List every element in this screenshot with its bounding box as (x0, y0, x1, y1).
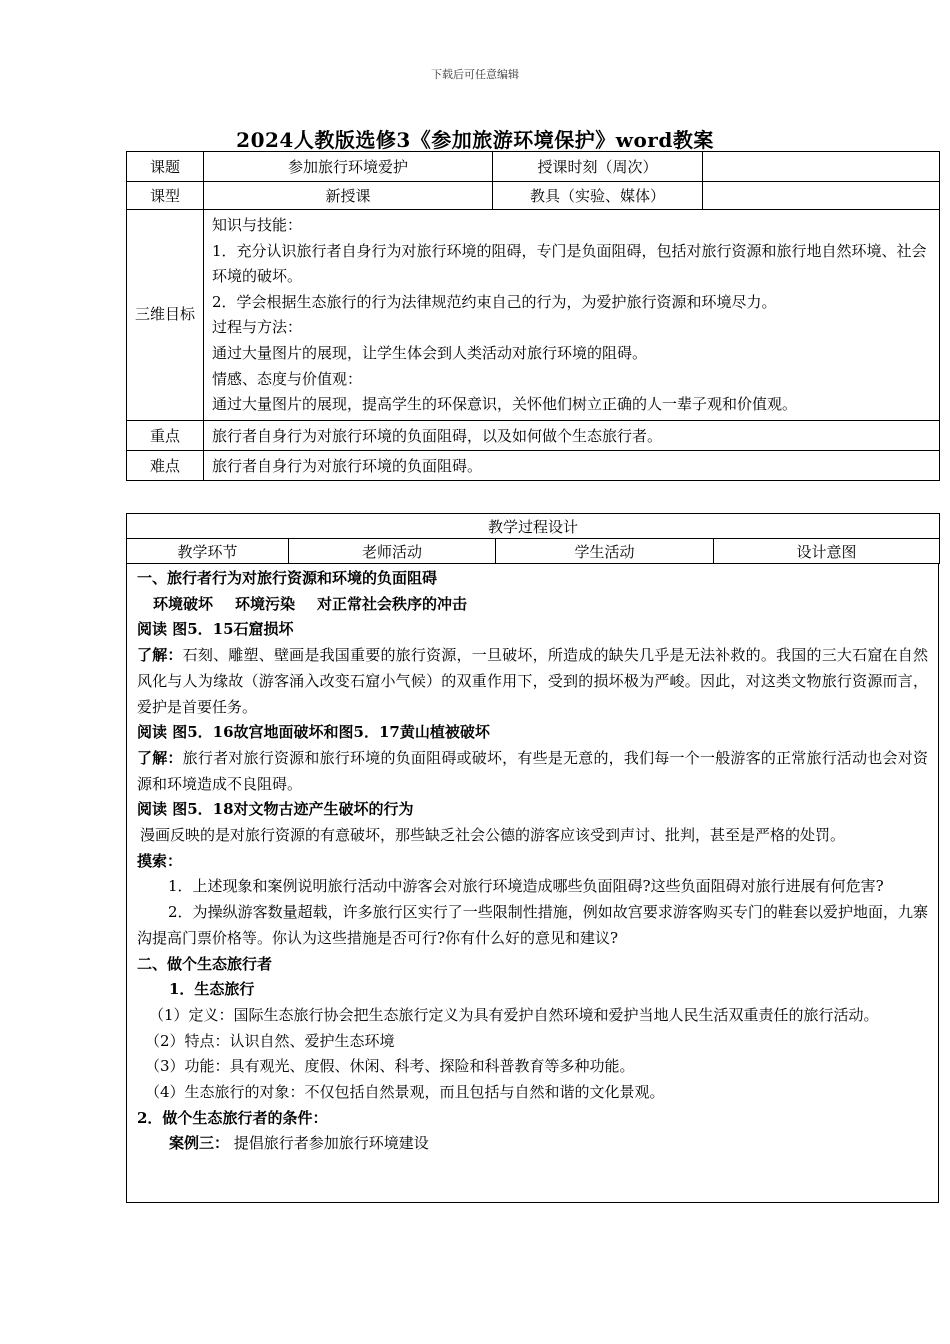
paragraph (137, 643, 928, 720)
type-label: 课型 (127, 182, 204, 210)
reading-heading: 阅读 图5．16故宫地面破坏和图5．17黄山植被破坏 (137, 723, 490, 742)
goals-line: 1．充分认识旅行者自身行为对旅行环境的阻碍，专门是负面阻碍，包括对旅行资源和旅行地自然环境、社会环境的破坏。 (212, 241, 927, 286)
subtopic: 环境污染 (235, 594, 296, 613)
learn-label: 了解： (137, 748, 183, 767)
goals-line: 2．学会根据生态旅行的行为法律规范约束自己的行为，为爱护旅行资源和环境尽力。 (212, 292, 777, 311)
reading-heading: 阅读 图5．15石窟损坏 (137, 620, 294, 639)
goals-label: 三维目标 (127, 210, 204, 421)
key-point-text: 旅行者自身行为对旅行环境的负面阻碍，以及如何做个生态旅行者。 (204, 420, 940, 450)
goals-line: 知识与技能： (212, 216, 303, 234)
column-header: 老师活动 (289, 539, 496, 564)
goals-line: 通过大量图片的展现，提高学生的环保意识，关怀他们树立正确的人一辈子观和价值观。 (212, 395, 798, 414)
time-label: 授课时刻（周次） (493, 152, 703, 182)
topic-value: 参加旅行环境爱护 (204, 152, 493, 182)
paragraph-text: 石刻、雕塑、壁画是我国重要的旅行资源，一旦破坏，所造成的缺失几乎是无法补救的。我国的三大石窟在自然风化与人为缘故（游客涌入改变石窟小气候）的双重作用下，受到的损坏极为严峻。因此，对这类文物旅行资源而言，爱护是首要任务。 (137, 646, 928, 716)
paragraph (137, 746, 928, 797)
time-value (703, 152, 940, 182)
column-header: 学生活动 (496, 539, 714, 564)
tools-label: 教具（实验、媒体） (493, 182, 703, 210)
subtopic: 环境破坏 (153, 594, 214, 613)
paragraph: （1）定义：国际生态旅行协会把生态旅行定义为具有爱护自然环境和爱护当地人民生活双重责任的旅行活动。 (149, 1005, 879, 1024)
section-title: 二、做个生态旅行者 (137, 954, 273, 973)
paragraph: （2）特点：认识自然、爱护生态环境 (145, 1031, 395, 1050)
case-label: 案例三： (169, 1134, 230, 1153)
paragraph-text: 旅行者对旅行资源和旅行环境的负面阻碍或破坏，有些是无意的，我们每一个一般游客的正常旅行活动也会对资源和环境造成不良阻碍。 (137, 748, 928, 793)
explore-label: 摸索： (137, 851, 183, 870)
subtopic: 对正常社会秩序的冲击 (317, 594, 468, 613)
difficulty-label: 难点 (127, 450, 204, 480)
question: 1．上述现象和案例说明旅行活动中游客会对旅行环境造成哪些负面阻碍?这些负面阻碍对旅行进展有何危害? (168, 877, 884, 896)
case-line (137, 1131, 928, 1157)
process-table (126, 513, 940, 564)
process-content (126, 563, 939, 1203)
reading-heading: 阅读 图5．18对文物古迹产生破坏的行为 (137, 800, 414, 819)
difficulty-text: 旅行者自身行为对旅行环境的负面阻碍。 (204, 450, 940, 480)
subsection-title: 2．做个生态旅行者的条件： (137, 1108, 328, 1127)
goals-content (204, 210, 940, 421)
question: 2．为操纵游客数量超载，许多旅行区实行了一些限制性措施，例如故宫要求游客购买专门的鞋套以爱护地面，九寨沟提高门票价格等。你认为这些措施是否可行?你有什么好的意见和建议? (137, 903, 928, 947)
column-header: 教学环节 (127, 539, 289, 564)
paragraph: （4）生态旅行的对象：不仅包括自然景观，而且包括与自然和谐的文化景观。 (145, 1083, 665, 1102)
learn-label: 了解： (137, 646, 183, 665)
goals-line: 情感、态度与价值观： (212, 369, 363, 388)
type-value: 新授课 (204, 182, 493, 210)
subsection-title: 1．生态旅行 (169, 980, 255, 999)
document-title: 2024人教版选修3《参加旅游环境保护》word教案 (236, 128, 714, 152)
section-title: 一、旅行者行为对旅行资源和环境的负面阻碍 (137, 569, 438, 587)
column-header: 设计意图 (714, 539, 940, 564)
paragraph: 漫画反映的是对旅行资源的有意破坏，那些缺乏社会公德的游客应该受到声讨、批判，甚至是严格的处罚。 (140, 826, 846, 845)
header-note: 下载后可任意编辑 (431, 68, 519, 81)
goals-line: 过程与方法： (212, 318, 303, 337)
process-heading: 教学过程设计 (127, 514, 940, 539)
goals-line: 通过大量图片的展现，让学生体会到人类活动对旅行环境的阻碍。 (212, 343, 648, 362)
topic-label: 课题 (127, 152, 204, 182)
key-point-label: 重点 (127, 420, 204, 450)
paragraph: （3）功能：具有观光、度假、休闲、科考、探险和科普教育等多种功能。 (145, 1057, 635, 1076)
subtopics (137, 592, 928, 618)
tools-value (703, 182, 940, 210)
lesson-info-table (126, 151, 940, 481)
case-text: 提倡旅行者参加旅行环境建设 (233, 1134, 429, 1153)
